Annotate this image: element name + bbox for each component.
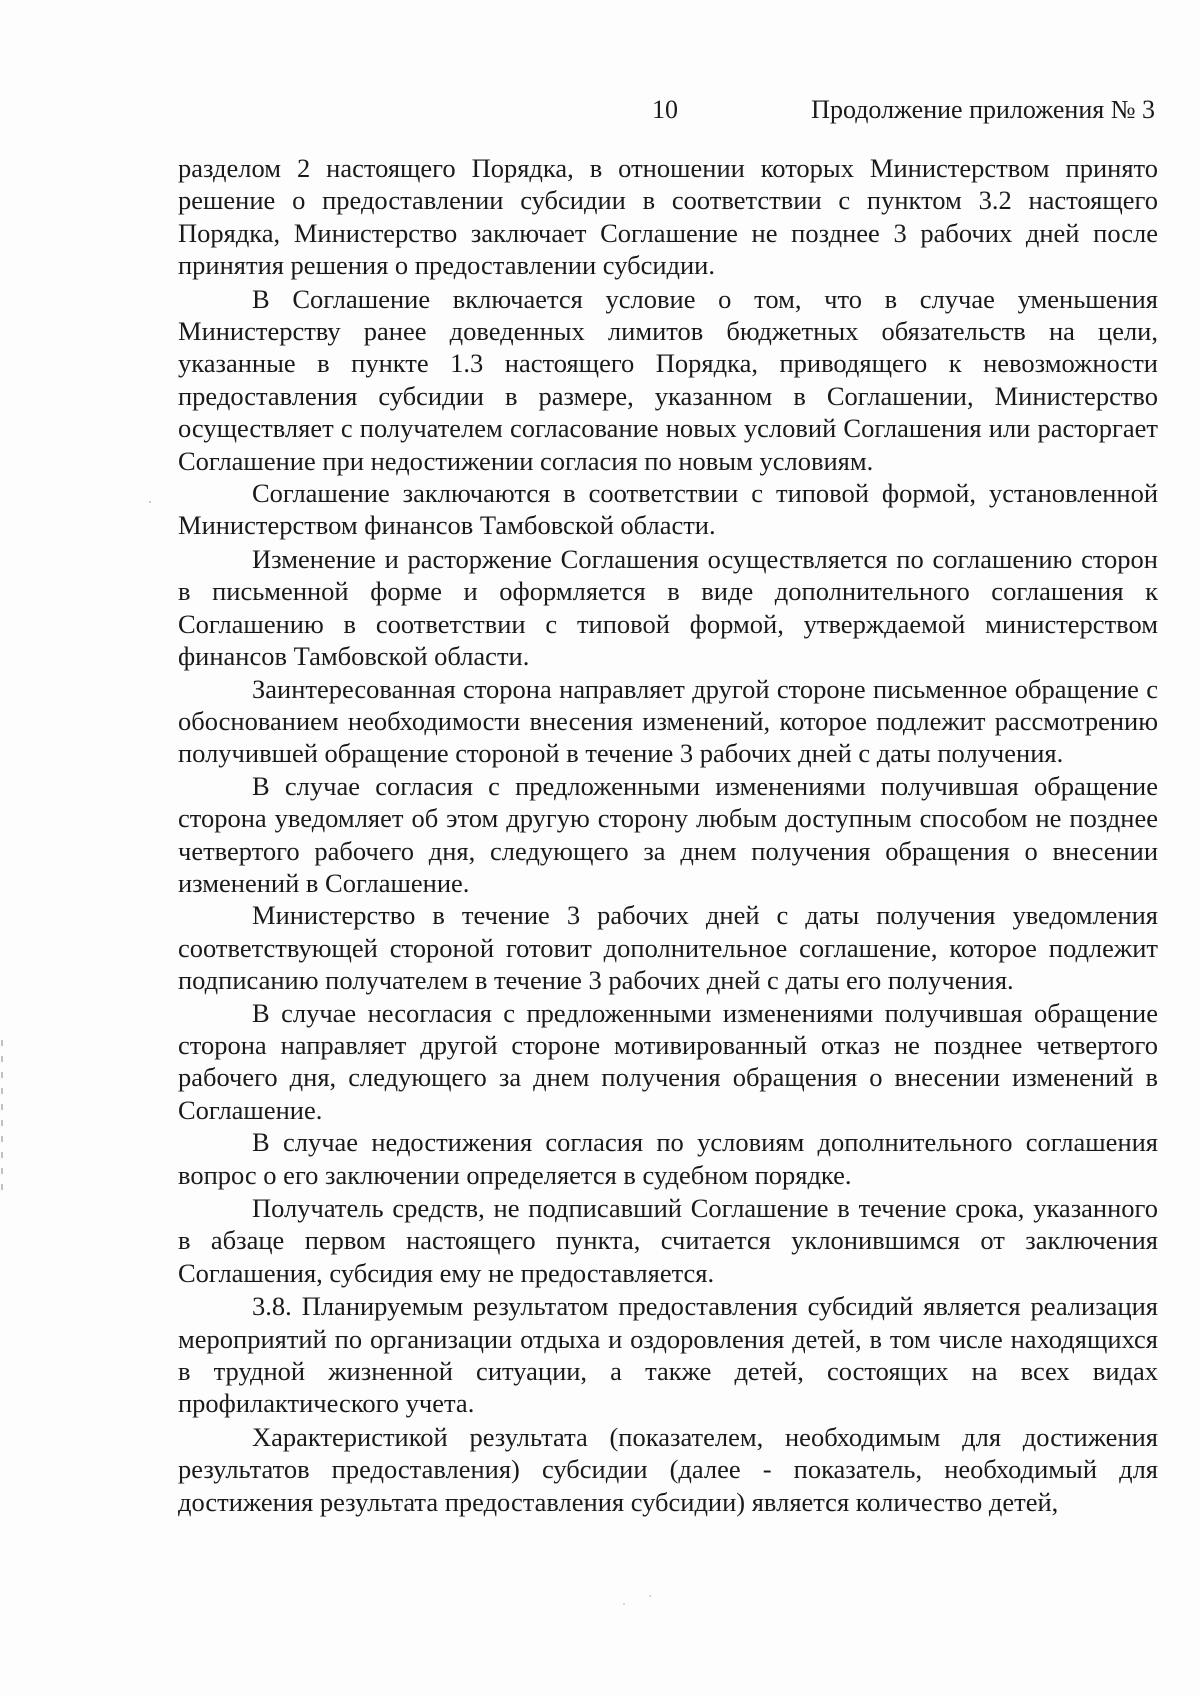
page-header (0, 92, 1200, 128)
paragraph-interested-party: Заинтересованная сторона направляет другой стороне письменное обращение с обоснованием необходимости внесения изменений, которое подлежит рассмотрению получившей обращение стороной в течение 3 рабочих дней с даты получения. (178, 673, 1158, 769)
page-number: 10 (652, 95, 678, 124)
paragraph-planned-result: 3.8. Планируемым результатом предоставления субсидий является реализация мероприятий по организации отдыха и оздоровления детей, в том числе находящихся в трудной жизненной ситуации, а также детей, состоящих на всех видах профилактического учета. (178, 1291, 1158, 1419)
paragraph-evasion: Получатель средств, не подписавший Соглашение в течение срока, указанного в абзаце первом настоящего пункта, считается уклонившимся от заключения Соглашения, субсидия ему не предоставляется. (178, 1193, 1158, 1288)
scan-speck (623, 1603, 625, 1605)
scan-speck (649, 1595, 651, 1597)
appendix-continuation-title: Продолжение приложения № 3 (811, 95, 1155, 124)
paragraph-result-characteristic: Характеристикой результата (показателем, необходимым для достижения результатов предоставления) субсидии (далее - показатель, необходимый для достижения результата предоставления субсидии) является количество детей, (178, 1421, 1158, 1517)
paragraph-disagreement: В случае несогласия с предложенными изменениями получившая обращение сторона направляет другой стороне мотивированный отказ не позднее четвертого рабочего дня, следующего за днем получения обращения о внесении изменений в Соглашение. (178, 997, 1158, 1125)
paragraph-standard-form: Соглашение заключаются в соответствии с типовой формой, установленной Министерством финансов Тамбовской области. (178, 478, 1158, 541)
paragraph-limits-reduction: В Соглашение включается условие о том, что в случае уменьшения Министерству ранее доведенных лимитов бюджетных обязательств на цели, указанные в пункте 1.3 настоящего Порядка, приводящего к невозможности предоставления субсидии в размере, указанном в Соглашении, Министерство осуществляет с получателем согласование новых условий Соглашения или расторгает Соглашение при недостижении согласия по новым условиям. (178, 283, 1158, 476)
paragraph-continuation: разделом 2 настоящего Порядка, в отношении которых Министерством принято решение о предоставлении субсидии в соответствии с пунктом 3.2 настоящего Порядка, Министерство заключает Соглашение не позднее 3 рабочих дней после принятия решения о предоставлении субсидии. (178, 153, 1158, 281)
paragraph-ministry-additional-agreement: Министерство в течение 3 рабочих дней с даты получения уведомления соответствующей стороной готовит дополнительное соглашение, которое подлежит подписанию получателем в течение 3 рабочих дней с даты его получения. (178, 900, 1158, 996)
paragraph-court: В случае недостижения согласия по условиям дополнительного соглашения вопрос о его заключении определяется в судебном порядке. (178, 1127, 1158, 1190)
scan-speck (149, 501, 151, 503)
paragraph-amendment-termination: Изменение и расторжение Соглашения осуществляется по соглашению сторон в письменной форме и оформляется в виде дополнительного соглашения к Соглашению в соответствии с типовой формой, утверждаемой министерством финансов Тамбовской области. (178, 543, 1158, 672)
paragraph-consent: В случае согласия с предложенными изменениями получившая обращение сторона уведомляет об этом другую сторону любым доступным способом не позднее четвертого рабочего дня, следующего за днем получения обращения о внесении изменений в Соглашение. (178, 770, 1158, 898)
document-body (178, 152, 1158, 1518)
